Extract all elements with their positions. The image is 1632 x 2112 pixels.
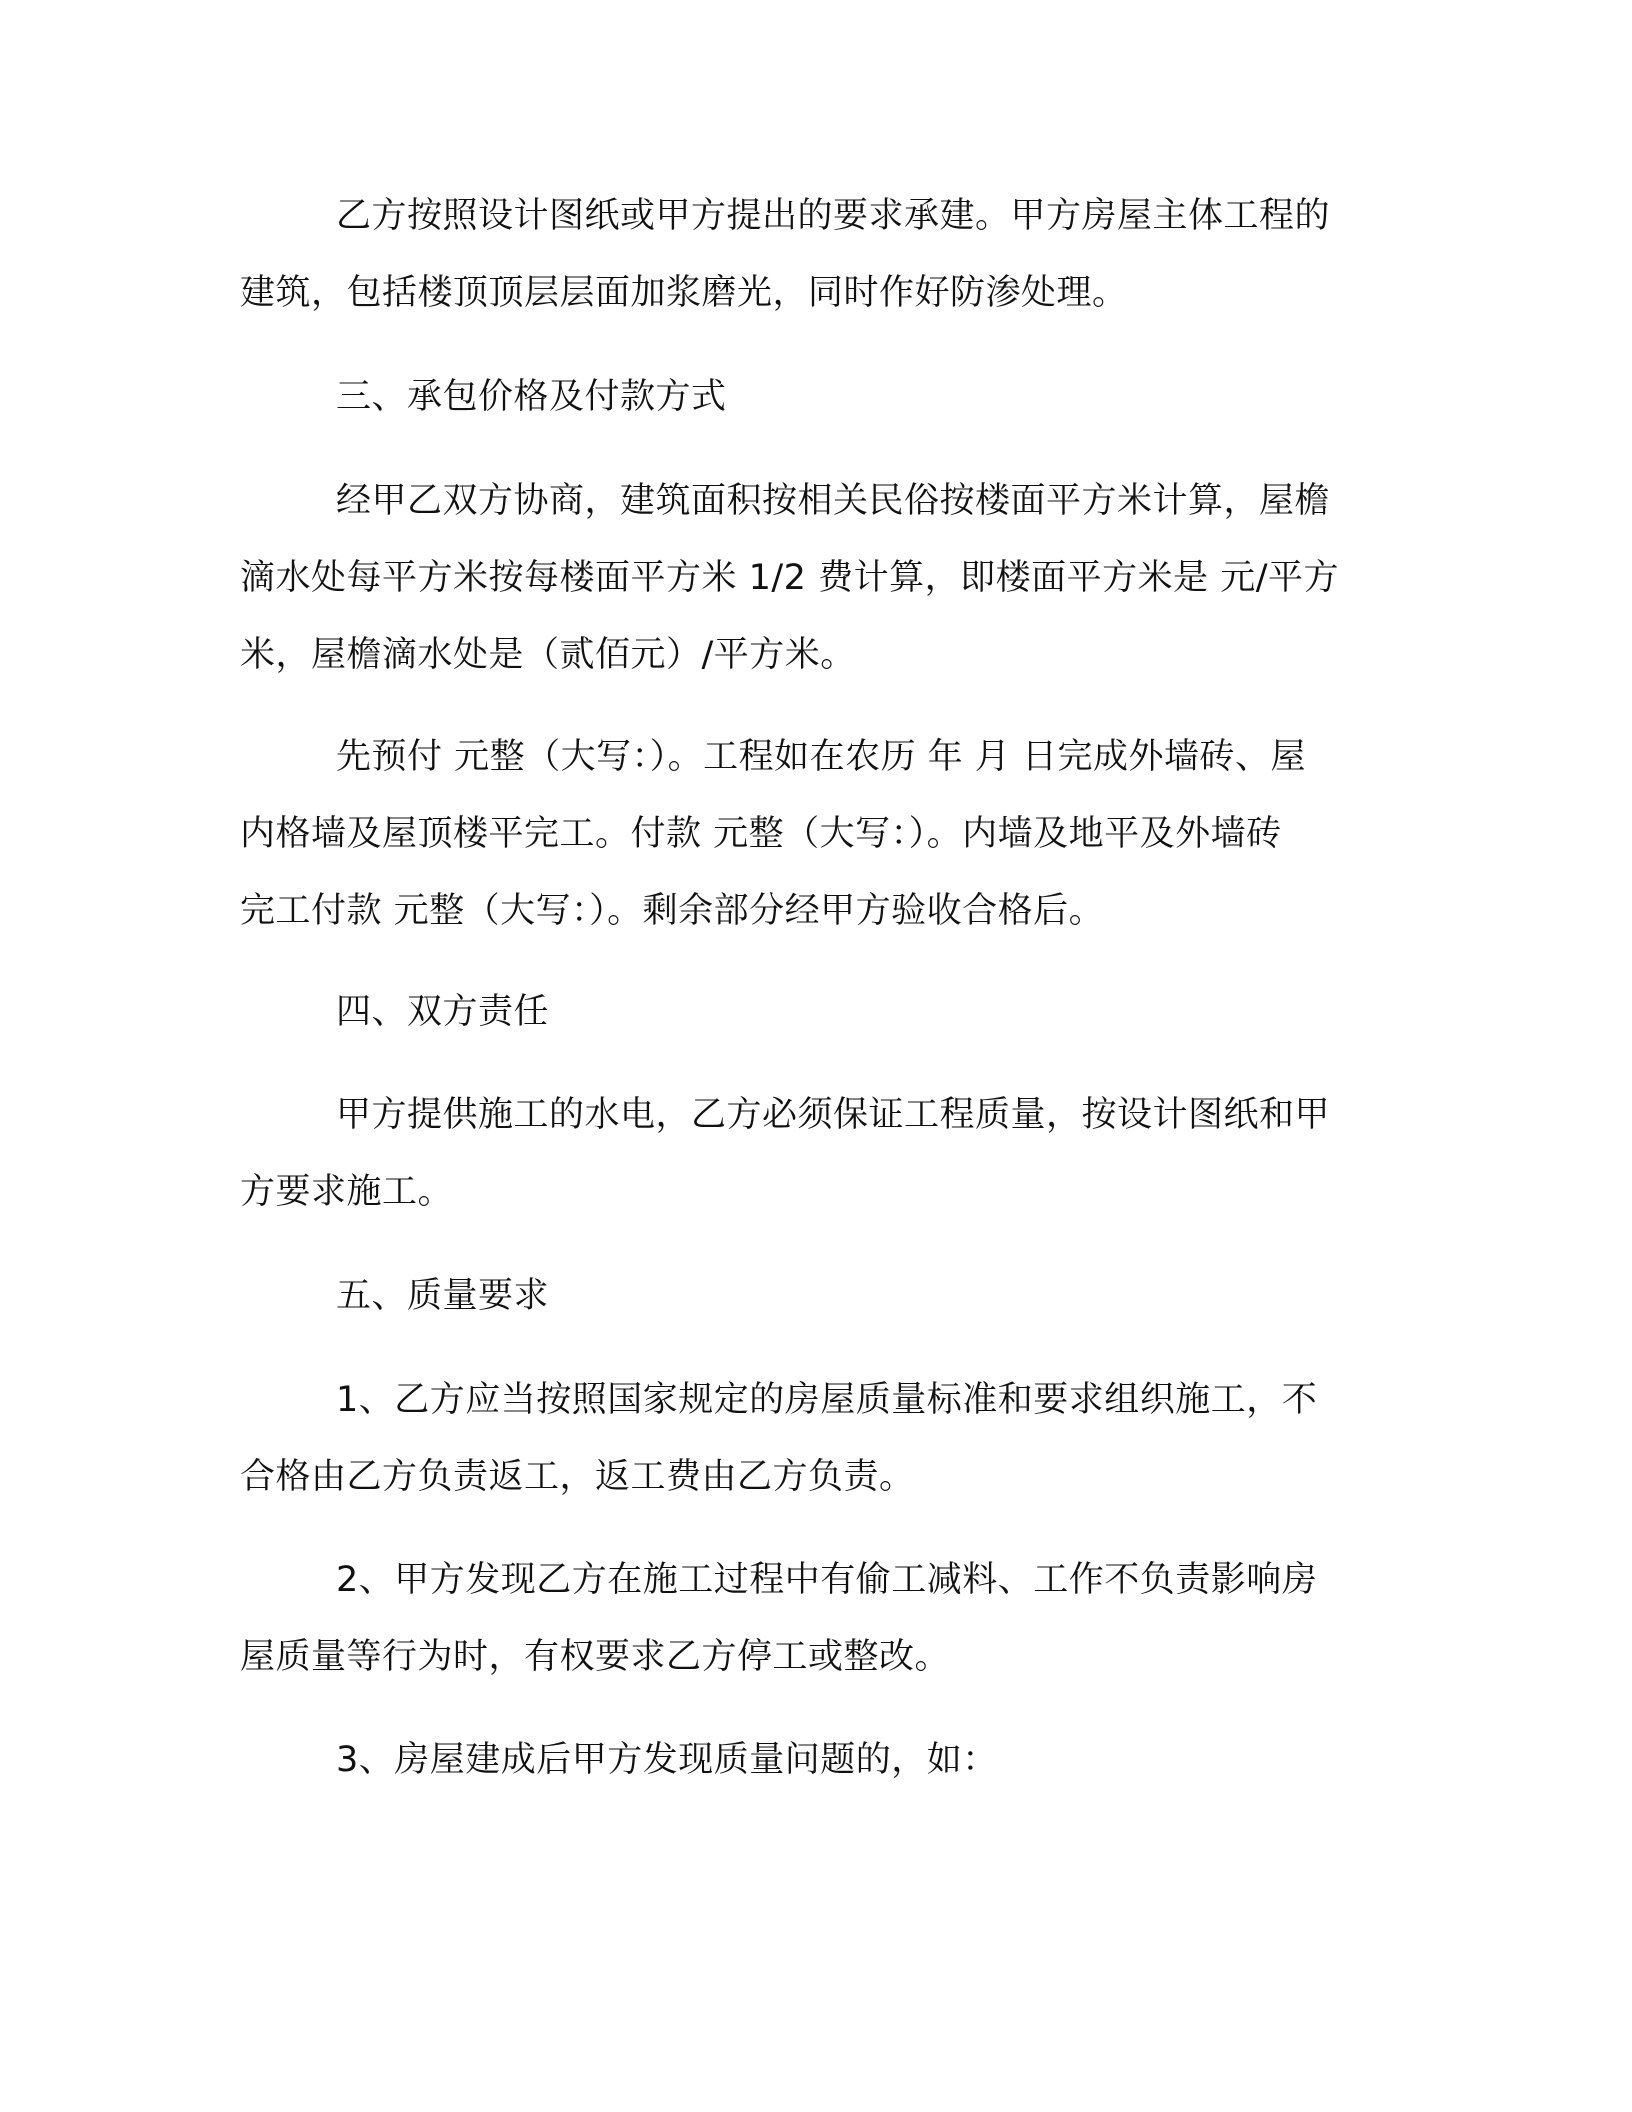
text-line: 乙方按照设计图纸或甲方提出的要求承建。甲方房屋主体工程的: [336, 196, 1331, 236]
paragraph-quality-2: [240, 1542, 1380, 1696]
section-heading-4: [240, 974, 1380, 1051]
text-line: 1、乙方应当按照国家规定的房屋质量标准和要求组织施工，不: [336, 1380, 1318, 1420]
text-line: 2、甲方发现乙方在施工过程中有偷工减料、工作不负责影响房: [336, 1560, 1318, 1600]
paragraph-responsibilities: [240, 1077, 1380, 1231]
text-line: 合格由乙方负责返工，返工费由乙方负责。: [240, 1457, 915, 1497]
text-line: 米，屋檐滴水处是（贰佰元）/平方米。: [240, 635, 856, 675]
text-line: 完工付款 元整（大写：）。剩余部分经甲方验收合格后。: [240, 891, 1105, 931]
paragraph-payment: [240, 719, 1380, 950]
section-heading-5: [240, 1258, 1380, 1335]
paragraph-quality-1: [240, 1362, 1380, 1516]
text-line: 建筑，包括楼顶顶层层面加浆磨光，同时作好防渗处理。: [240, 273, 1128, 313]
text-line: 先预付 元整（大写：）。工程如在农历 年 月 日完成外墙砖、屋: [336, 737, 1307, 777]
paragraph-quality-3: [240, 1722, 1380, 1799]
paragraph-construction-requirements: [240, 178, 1380, 332]
section-heading-3: [240, 359, 1380, 436]
section-heading: 四、双方责任: [336, 992, 550, 1032]
text-line: 经甲乙双方协商，建筑面积按相关民俗按楼面平方米计算，屋檐: [336, 481, 1331, 521]
text-line: 甲方提供施工的水电，乙方必须保证工程质量，按设计图纸和甲: [336, 1095, 1331, 1135]
text-line: 屋质量等行为时，有权要求乙方停工或整改。: [240, 1637, 951, 1677]
text-line: 滴水处每平方米按每楼面平方米 1/2 费计算，即楼面平方米是 元/平方: [240, 558, 1339, 598]
text-line: 3、房屋建成后甲方发现质量问题的，如：: [336, 1740, 998, 1780]
section-heading: 三、承包价格及付款方式: [336, 377, 727, 417]
section-heading: 五、质量要求: [336, 1276, 550, 1316]
text-line: 方要求施工。: [240, 1172, 454, 1212]
paragraph-pricing: [240, 463, 1380, 694]
text-line: 内格墙及屋顶楼平完工。付款 元整（大写：）。内墙及地平及外墙砖: [240, 814, 1282, 854]
